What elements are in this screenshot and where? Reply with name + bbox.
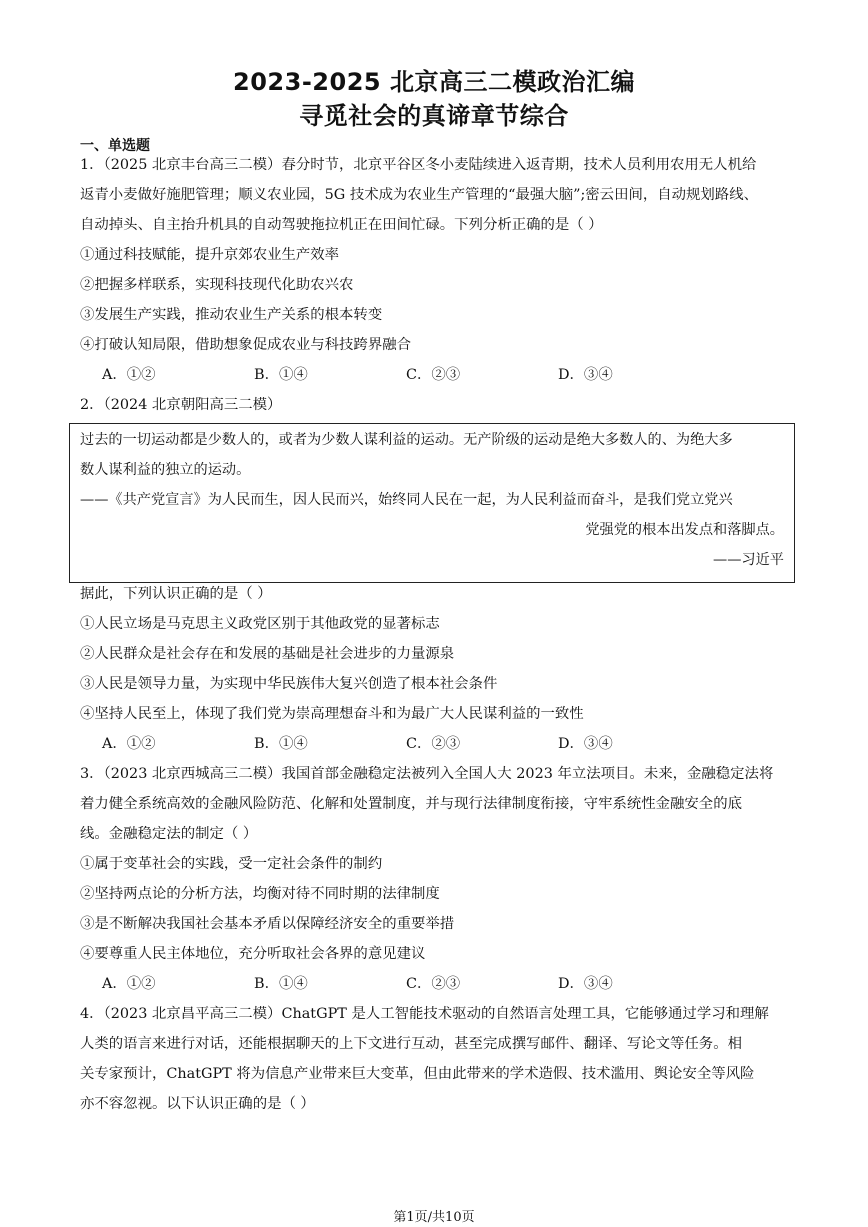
page-number: 第1页/共10页	[393, 1210, 475, 1225]
statement-item: ②把握多样联系，实现科技现代化助农兴农	[80, 277, 354, 293]
answer-options	[80, 729, 796, 759]
statement-item: ②坚持两点论的分析方法，均衡对待不同时期的法律制度	[80, 886, 440, 902]
question-stem-line: 2．（2024 北京朝阳高三二模）	[80, 397, 282, 413]
answer-options	[80, 360, 796, 390]
option-c[interactable]: C．②③	[406, 736, 461, 752]
option-a[interactable]: A．①②	[102, 976, 156, 992]
question-stem-line: 返青小麦做好施肥管理；顺义农业园，5G 技术成为农业生产管理的“最强大脑”;密云田间，自动规划路线、	[80, 187, 758, 203]
quote-line: ——《共产党宣言》为人民而生，因人民而兴，始终同人民在一起，为人民利益而奋斗，是我们党立党兴	[80, 492, 733, 508]
option-b[interactable]: B．①④	[254, 367, 308, 383]
question-stem-line: 自动掉头、自主抬升机具的自动驾驶拖拉机正在田间忙碌。下列分析正确的是（ ）	[80, 217, 603, 233]
statement-item: ②人民群众是社会存在和发展的基础是社会进步的力量源泉	[80, 646, 455, 662]
question-stem-line: 亦不容忽视。以下认识正确的是（ ）	[80, 1096, 315, 1112]
statement-item: ①通过科技赋能，提升京郊农业生产效率	[80, 247, 340, 263]
statement-item: ③是不断解决我国社会基本矛盾以保障经济安全的重要举措	[80, 916, 455, 932]
statement-item: ①人民立场是马克思主义政党区别于其他政党的显著标志	[80, 616, 440, 632]
question-stem-line: 关专家预计，ChatGPT 将为信息产业带来巨大变革，但由此带来的学术造假、技术滥用、舆论安全等风险	[80, 1066, 755, 1082]
option-b[interactable]: B．①④	[254, 976, 308, 992]
document-title: 2023-2025 北京高三二模政治汇编	[233, 68, 635, 96]
question-stem-line: 线。金融稳定法的制定（ ）	[80, 826, 258, 842]
option-b[interactable]: B．①④	[254, 736, 308, 752]
question-2-body	[80, 579, 796, 1119]
option-a[interactable]: A．①②	[102, 736, 156, 752]
quote-attribution: ——习近平	[713, 552, 784, 568]
statement-item: ④要尊重人民主体地位，充分听取社会各界的意见建议	[80, 946, 426, 962]
answer-options	[80, 969, 796, 999]
option-a[interactable]: A．①②	[102, 367, 156, 383]
question-1	[80, 150, 796, 420]
statement-item: ④坚持人民至上，体现了我们党为崇高理想奋斗和为最广大人民谋利益的一致性	[80, 706, 584, 722]
option-d[interactable]: D．③④	[558, 736, 613, 752]
document-subtitle: 寻觅社会的真谛章节综合	[299, 102, 569, 130]
statement-item: ①属于变革社会的实践，受一定社会条件的制约	[80, 856, 383, 872]
question-stem-line: 人类的语言来进行对话，还能根据聊天的上下文进行互动，甚至完成撰写邮件、翻译、写论文等任务。相	[80, 1036, 742, 1052]
section-label: 一、单选题	[80, 138, 150, 154]
quote-line: 数人谋利益的独立的运动。	[80, 462, 251, 478]
question-stem-line: 4．（2023 北京昌平高三二模）ChatGPT 是人工智能技术驱动的自然语言处理工具，它能够通过学习和理解	[80, 1006, 769, 1022]
quote-line: 过去的一切运动都是少数人的，或者为少数人谋利益的运动。无产阶级的运动是绝大多数人的、为绝大多	[80, 432, 733, 448]
statement-item: ③发展生产实践，推动农业生产关系的根本转变	[80, 307, 383, 323]
statement-item: ③人民是领导力量，为实现中华民族伟大复兴创造了根本社会条件	[80, 676, 498, 692]
quote-line: 党强党的根本出发点和落脚点。	[585, 522, 784, 538]
statement-item: ④打破认知局限，借助想象促成农业与科技跨界融合	[80, 337, 411, 353]
option-d[interactable]: D．③④	[558, 367, 613, 383]
option-d[interactable]: D．③④	[558, 976, 613, 992]
question-stem-line: 据此，下列认识正确的是（ ）	[80, 586, 272, 602]
question-stem-line: 3．（2023 北京西城高三二模）我国首部金融稳定法被列入全国人大 2023 年立法项目。未来，金融稳定法将	[80, 766, 774, 782]
question-stem-line: 着力健全系统高效的金融风险防范、化解和处置制度，并与现行法律制度衔接，守牢系统性金融安全的底	[80, 796, 742, 812]
option-c[interactable]: C．②③	[406, 976, 461, 992]
option-c[interactable]: C．②③	[406, 367, 461, 383]
question-stem-line: 1．（2025 北京丰台高三二模）春分时节，北京平谷区冬小麦陆续进入返青期，技术人员利用农用无人机给	[80, 157, 757, 173]
quote-box	[69, 423, 795, 583]
